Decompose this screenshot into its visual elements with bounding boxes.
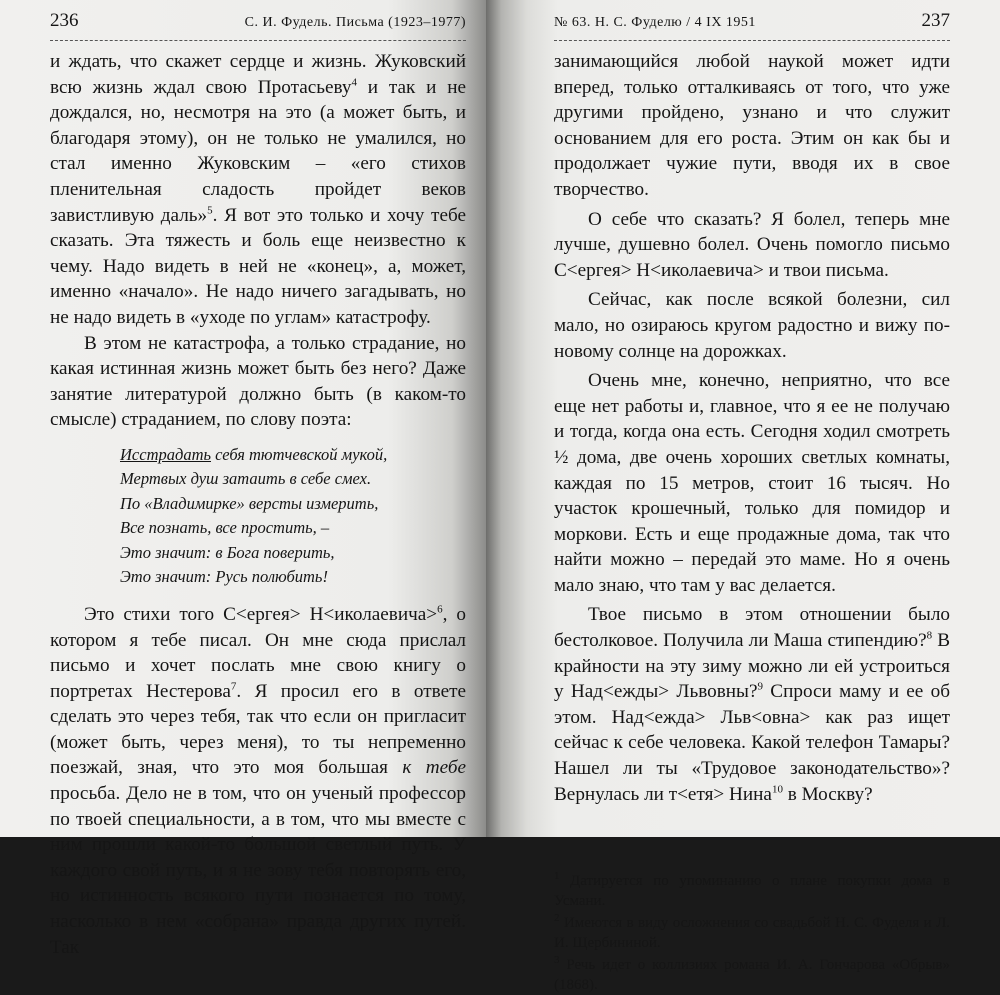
text-segment: , о котором я тебе писал. Он мне сюда прислал письмо и хочет послать мне свою книгу о портретах Нестерова xyxy=(50,603,467,702)
text-segment: к тебе xyxy=(402,757,466,779)
footnote xyxy=(554,871,950,911)
footnote-number: 1 xyxy=(554,870,560,883)
text-segment: Твое письмо в этом отношении было бестолковое. Получила ли Маша стипендию? xyxy=(554,604,950,652)
text-segment: себя тютчевской мукой, xyxy=(211,444,388,464)
left-body xyxy=(50,49,466,433)
left-page xyxy=(0,0,486,958)
footnote-ref: 10 xyxy=(771,783,783,796)
text-segment: В этом не катастрофа, а только страдание, но какая истинная жизнь может быть без него? Даже занятие литературой должно быть (в каком-то смысле) страданием, по слову поэта: xyxy=(50,332,466,431)
text-segment: Мертвых душ затаить в себе смех. xyxy=(120,469,372,489)
right-page xyxy=(486,0,1000,994)
poem-line xyxy=(120,516,466,541)
paragraph xyxy=(554,368,950,598)
text-segment: и ждать, что скажет сердце и жизнь. Жуковский всю жизнь ждал свою Протасьеву xyxy=(50,51,466,98)
text-segment: Все познать, все простить, – xyxy=(120,518,330,538)
footnote-ref: 7 xyxy=(230,680,237,693)
footnote-ref: 9 xyxy=(757,680,763,693)
text-segment: Очень мне, конечно, неприятно, что все еще нет работы и, главное, что я ее не получаю и тогда, когда она есть. Сегодня ходил смотреть ½ дома, две очень хороших светлых комнаты, каждая по 15 метров, стоит 16 тысяч. Но участок крошечный, только для помидор и моркови. Есть и еще продажные дома, так что найти можно – передай это маме. Но я очень мало знаю, что там у вас делается. xyxy=(554,370,950,596)
text-segment: просьба. Дело не в том, что он ученый профессор по твоей специальности, а в том, что мы вместе с ним прошли какой-то большой светлый путь. У каждого свой путь, и я не зову тебя повторять его, но истинность всякого пути познается по тому, насколько в нем «собрана» правда других путей. Так xyxy=(50,783,466,958)
text-segment: Исстрадать xyxy=(120,444,211,464)
page-number: 237 xyxy=(921,10,950,31)
right-page-header xyxy=(554,10,950,41)
left-body-continued xyxy=(50,602,466,960)
footnote-ref: 5 xyxy=(207,204,213,217)
footnotes xyxy=(554,871,950,995)
text-segment: О себе что сказать? Я болел, теперь мне лучше, душевно болел. Очень помогло письмо С<ергея> Н<иколаевича> и твои письма. xyxy=(554,208,950,281)
text-segment: По «Владимирке» версты измерить, xyxy=(120,493,379,513)
page-number: 236 xyxy=(50,10,79,31)
text-segment: . Я вот это только и хочу тебе сказать. Эта тяжесть и боль еще неизвестно к чему. Надо видеть в ней не «конец», а, может, именно «начало». Не надо ничего загадывать, но не надо видеть в «уходе по углам» катастрофу. xyxy=(50,204,466,328)
poem-line xyxy=(120,565,466,590)
left-page-header xyxy=(50,10,466,41)
paragraph xyxy=(50,49,466,331)
text-segment: занимающийся любой наукой может идти вперед, только отталкиваясь от того, что уже другими пройдено, узнано и что служит основанием для его роста. Этим он как бы и продолжает чужие пути, вводя их в свое творчество. xyxy=(554,51,950,200)
text-segment: Спроси маму и ее об этом. Над<ежда> Льв<овна> как раз ищет сейчас к себе человека. Какой телефон Тамары? Нашел ли ты «Трудовое законодательство»? Вернулась ли т<етя> Нина xyxy=(554,681,951,805)
text-segment: Это значит: в Бога поверить, xyxy=(120,542,335,562)
footnote-text: Имеются в виду осложнения со свадьбой Н. С. Фуделя и Л. И. Щербининой. xyxy=(554,915,950,952)
text-segment: Это стихи того С<ергея> Н<иколаевича> xyxy=(84,603,438,625)
paragraph xyxy=(50,331,466,433)
footnote xyxy=(554,955,950,995)
footnote-number: 2 xyxy=(554,912,560,925)
text-segment: Это значит: Русь полюбить! xyxy=(120,567,328,587)
footnote xyxy=(554,913,950,953)
text-segment: В крайности на эту зиму можно ли ей устроиться у Над<ежды> Львовны? xyxy=(554,630,950,703)
poem-block xyxy=(120,443,466,590)
running-title: С. И. Фудель. Письма (1923–1977) xyxy=(244,15,466,30)
right-body xyxy=(554,49,950,807)
paragraph xyxy=(554,49,950,203)
text-segment: и так и не дождался, но, несмотря на это (а может быть, и благодаря этому), он не только не умалился, но стал именно Жуковским – «его стихов пленительная сладость пройдет веков завистливую даль» xyxy=(50,76,466,226)
running-title: № 63. Н. С. Фуделю / 4 IX 1951 xyxy=(554,15,756,30)
poem-line xyxy=(120,467,466,492)
text-segment: в Москву? xyxy=(782,783,873,805)
poem-line xyxy=(120,541,466,566)
paragraph xyxy=(554,602,950,807)
paragraph xyxy=(554,287,950,364)
poem-line xyxy=(120,443,466,468)
footnote-number: 3 xyxy=(554,954,560,967)
paragraph xyxy=(554,207,950,284)
poem-line xyxy=(120,492,466,517)
footnote-text: Речь идет о коллизиях романа И. А. Гончарова «Обрыв» (1868). xyxy=(554,957,950,994)
text-segment: Сейчас, как после всякой болезни, сил мало, но озираюсь кругом радостно и вижу по-новому солнце на дорожках. xyxy=(554,289,950,362)
footnote-ref: 8 xyxy=(926,629,933,642)
footnote-ref: 6 xyxy=(437,603,443,616)
paragraph xyxy=(50,602,466,960)
text-segment: . Я просил его в ответе сделать это через тебя, так что если он пригласит (может быть, через меня), то ты непременно поезжай, зная, что это моя большая xyxy=(50,680,466,779)
footnote-ref: 4 xyxy=(351,76,357,89)
footnote-text: Датируется по упоминанию о плане покупки дома в Усмани. xyxy=(554,873,950,910)
